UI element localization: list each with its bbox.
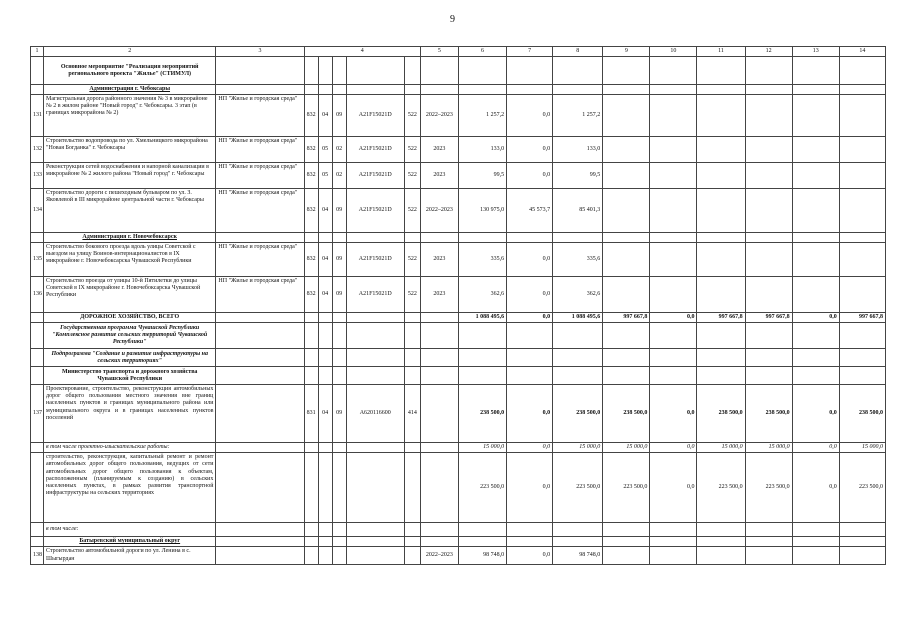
- row-program: НП "Жилье и городская среда": [216, 243, 304, 277]
- section-row: [31, 537, 886, 547]
- row-code-e: 522: [404, 277, 420, 313]
- row-code-c: 02: [332, 137, 346, 163]
- header-row: [31, 47, 886, 57]
- row-v7: 0,0: [507, 385, 553, 443]
- row-name: в том числе проектно-изыскательские работы:: [44, 443, 216, 453]
- row-v14: 238 500,0: [839, 385, 885, 443]
- row-v14: 15 000,0: [839, 443, 885, 453]
- row-name: Проектирование, строительство, реконструкция автомобильных дорог общего пользования местного значения вне границ населенных пунктов и границах муниципального района или муниципального округа и в границах населенных пунктов поселений: [44, 385, 216, 443]
- row-code-d: A21F15021D: [346, 137, 404, 163]
- row-v6: 15 000,0: [458, 443, 506, 453]
- row-v7: 0,0: [507, 453, 553, 523]
- row-v9: 15 000,0: [603, 443, 650, 453]
- page-number: 9: [450, 14, 455, 25]
- row-v6: 335,6: [458, 243, 506, 277]
- row-code-d: A21F15021D: [346, 95, 404, 137]
- row-v11: 15 000,0: [697, 443, 745, 453]
- row-program: НП "Жилье и городская среда": [216, 137, 304, 163]
- row-v8: 99,5: [553, 163, 603, 189]
- row-v8: 335,6: [553, 243, 603, 277]
- table-row: [31, 385, 886, 443]
- row-v14: 223 500,0: [839, 453, 885, 523]
- row-v10: 0,0: [650, 443, 697, 453]
- table-row: [31, 57, 886, 85]
- row-years: 2023: [420, 163, 458, 189]
- subprogram-title: Подпрограмма "Создание и развитие инфраструктуры на сельских территориях": [44, 349, 216, 367]
- ministry-title: Министерство транспорта и дорожного хозяйства Чувашской Республики: [44, 367, 216, 385]
- row-code-a: 832: [304, 189, 318, 233]
- row-v7: 0,0: [507, 443, 553, 453]
- row-v7: 0,0: [507, 95, 553, 137]
- section-row: [31, 367, 886, 385]
- col-num: 7: [507, 47, 553, 57]
- row-v6: 130 975,0: [458, 189, 506, 233]
- col-num: 14: [839, 47, 885, 57]
- row-v6: 99,5: [458, 163, 506, 189]
- row-name: строительство, реконструкция, капитальный ремонт и ремонт автомобильных дорог общего пользования, ведущих от сети автомобильных дорог общего пользования к объектам, расположенным (планируемым к созданию) в сельских населенных пунктах, в рамках развития транспортной инфраструктуры на сельских территориях: [44, 453, 216, 523]
- row-v6: 223 500,0: [458, 453, 506, 523]
- row-number: 132: [31, 137, 44, 163]
- section-title: Батыревский муниципальный округ: [44, 537, 216, 547]
- program-title: Государственная программа Чувашской Республики "Комплексное развитие сельских территорий Чувашской Республики": [44, 323, 216, 349]
- col-num: 9: [603, 47, 650, 57]
- row-code-a: 832: [304, 163, 318, 189]
- section-row: [31, 85, 886, 95]
- row-v7: 0,0: [507, 137, 553, 163]
- total-v13: 0,0: [792, 313, 839, 323]
- row-code-a: 831: [304, 385, 318, 443]
- total-row: [31, 313, 886, 323]
- row-code-a: 832: [304, 243, 318, 277]
- row-v10: 0,0: [650, 453, 697, 523]
- table-row: [31, 523, 886, 537]
- row-code-c: 09: [332, 95, 346, 137]
- total-v8: 1 088 495,6: [553, 313, 603, 323]
- row-v7: 0,0: [507, 243, 553, 277]
- row-v6: 133,0: [458, 137, 506, 163]
- row-program: НП "Жилье и городская среда": [216, 163, 304, 189]
- row-code-d: A620116600: [346, 385, 404, 443]
- row-code-e: 522: [404, 189, 420, 233]
- row-v13: 0,0: [792, 443, 839, 453]
- row-years: 2023: [420, 277, 458, 313]
- row-name: Строительство проезда от улицы 10-й Пятилетки до улицы Советской в IX микрорайоне г. Новочебоксарска Чувашской Республики: [44, 277, 216, 313]
- table-row: [31, 547, 886, 565]
- row-number: 134: [31, 189, 44, 233]
- row-code-c: 09: [332, 385, 346, 443]
- row-number: 137: [31, 385, 44, 443]
- row-code-e: 522: [404, 137, 420, 163]
- row-code-b: 04: [318, 385, 332, 443]
- row-code-c: 02: [332, 163, 346, 189]
- row-code-b: 04: [318, 189, 332, 233]
- row-code-b: 05: [318, 137, 332, 163]
- row-code-e: 522: [404, 95, 420, 137]
- col-num: 3: [216, 47, 304, 57]
- row-number: 135: [31, 243, 44, 277]
- total-v11: 997 667,8: [697, 313, 745, 323]
- row-code-e: 522: [404, 163, 420, 189]
- row-code-a: 832: [304, 95, 318, 137]
- table-row: [31, 163, 886, 189]
- row-v8: 1 257,2: [553, 95, 603, 137]
- col-num: 5: [420, 47, 458, 57]
- row-years: 2022–2023: [420, 547, 458, 565]
- row-program: НП "Жилье и городская среда": [216, 189, 304, 233]
- row-v7: 0,0: [507, 547, 553, 565]
- row-v6: 362,6: [458, 277, 506, 313]
- row-v7: 45 573,7: [507, 189, 553, 233]
- section-title: Администрация г. Чебоксары: [44, 85, 216, 95]
- table-row: [31, 137, 886, 163]
- row-code-e: 414: [404, 385, 420, 443]
- row-name: Строительство автомобильной дороги по ул. Ленина в с. Шыгырдан: [44, 547, 216, 565]
- col-num: 8: [553, 47, 603, 57]
- row-code-c: 09: [332, 277, 346, 313]
- row-code-d: A21F15021D: [346, 163, 404, 189]
- table-row: [31, 453, 886, 523]
- row-code-e: 522: [404, 243, 420, 277]
- row-program: НП "Жилье и городская среда": [216, 95, 304, 137]
- main-event-title: Основное мероприятие "Реализация мероприятий регионального проекта "Жилье" (СТИМУЛ): [44, 57, 216, 85]
- row-v9: 223 500,0: [603, 453, 650, 523]
- row-v8: 98 748,0: [553, 547, 603, 565]
- row-v12: 223 500,0: [745, 453, 792, 523]
- row-number: 131: [31, 95, 44, 137]
- row-number: 138: [31, 547, 44, 565]
- row-number: 133: [31, 163, 44, 189]
- row-program: НП "Жилье и городская среда": [216, 277, 304, 313]
- row-code-d: A21F15021D: [346, 277, 404, 313]
- row-v12: 15 000,0: [745, 443, 792, 453]
- row-v9: 238 500,0: [603, 385, 650, 443]
- row-name: в том числе:: [44, 523, 216, 537]
- row-name: Строительство водопровода по ул. Хмельницкого микрорайона "Новая Богданка" г. Чебоксары: [44, 137, 216, 163]
- row-v8: 15 000,0: [553, 443, 603, 453]
- total-title: ДОРОЖНОЕ ХОЗЯЙСТВО, ВСЕГО: [44, 313, 216, 323]
- row-v8: 238 500,0: [553, 385, 603, 443]
- col-num: 2: [44, 47, 216, 57]
- row-v7: 0,0: [507, 277, 553, 313]
- row-v11: 238 500,0: [697, 385, 745, 443]
- row-code-a: 832: [304, 137, 318, 163]
- row-v6: 98 748,0: [458, 547, 506, 565]
- section-row: [31, 233, 886, 243]
- table-row: [31, 189, 886, 233]
- col-num: 4: [304, 47, 420, 57]
- row-years: 2022–2023: [420, 95, 458, 137]
- col-num: 13: [792, 47, 839, 57]
- row-v8: 133,0: [553, 137, 603, 163]
- row-v12: 238 500,0: [745, 385, 792, 443]
- col-num: 11: [697, 47, 745, 57]
- row-years: 2023: [420, 243, 458, 277]
- row-code-c: 09: [332, 189, 346, 233]
- total-v9: 997 667,8: [603, 313, 650, 323]
- budget-table: [30, 46, 886, 565]
- table-row: [31, 243, 886, 277]
- total-v6: 1 088 495,6: [458, 313, 506, 323]
- row-code-b: 04: [318, 95, 332, 137]
- row-v10: 0,0: [650, 385, 697, 443]
- col-num: 12: [745, 47, 792, 57]
- row-v6: 1 257,2: [458, 95, 506, 137]
- row-name: Строительство дороги с пешеходным бульваром по ул. З. Яковлевой в III микрорайоне центральной части г. Чебоксары: [44, 189, 216, 233]
- col-num: 1: [31, 47, 44, 57]
- row-name: Реконструкция сетей водоснабжения и напорной канализации в микрорайоне № 2 жилого района "Новый город" г. Чебоксары: [44, 163, 216, 189]
- row-code-d: A21F15021D: [346, 189, 404, 233]
- row-code-b: 05: [318, 163, 332, 189]
- total-v12: 997 667,8: [745, 313, 792, 323]
- total-v10: 0,0: [650, 313, 697, 323]
- section-row: [31, 349, 886, 367]
- row-number: 136: [31, 277, 44, 313]
- col-num: 10: [650, 47, 697, 57]
- table-row: [31, 277, 886, 313]
- row-code-a: 832: [304, 277, 318, 313]
- table-row: [31, 95, 886, 137]
- row-years: 2022–2023: [420, 189, 458, 233]
- row-v11: 223 500,0: [697, 453, 745, 523]
- total-v7: 0,0: [507, 313, 553, 323]
- row-code-d: A21F15021D: [346, 243, 404, 277]
- col-num: 6: [458, 47, 506, 57]
- row-v8: 362,6: [553, 277, 603, 313]
- row-code-c: 09: [332, 243, 346, 277]
- section-title: Администрация г. Новочебоксарск: [44, 233, 216, 243]
- row-code-b: 04: [318, 277, 332, 313]
- row-code-b: 04: [318, 243, 332, 277]
- row-name: Магистральная дорога районного значения № 3 в микрорайоне № 2 в жилом районе "Новый город" г. Чебоксары. 3 этап (в границах микрорайона № 2): [44, 95, 216, 137]
- row-v6: 238 500,0: [458, 385, 506, 443]
- total-v14: 997 667,8: [839, 313, 885, 323]
- row-v8: 223 500,0: [553, 453, 603, 523]
- table-row: [31, 443, 886, 453]
- row-v13: 0,0: [792, 453, 839, 523]
- row-v13: 0,0: [792, 385, 839, 443]
- section-row: [31, 323, 886, 349]
- row-v8: 85 401,3: [553, 189, 603, 233]
- row-v7: 0,0: [507, 163, 553, 189]
- row-name: Строительство бокового проезда вдоль улицы Советской с выездом на улицу Воинов-интернационалистов в IX микрорайоне г. Новочебоксарска Чувашской Республики: [44, 243, 216, 277]
- row-years: 2023: [420, 137, 458, 163]
